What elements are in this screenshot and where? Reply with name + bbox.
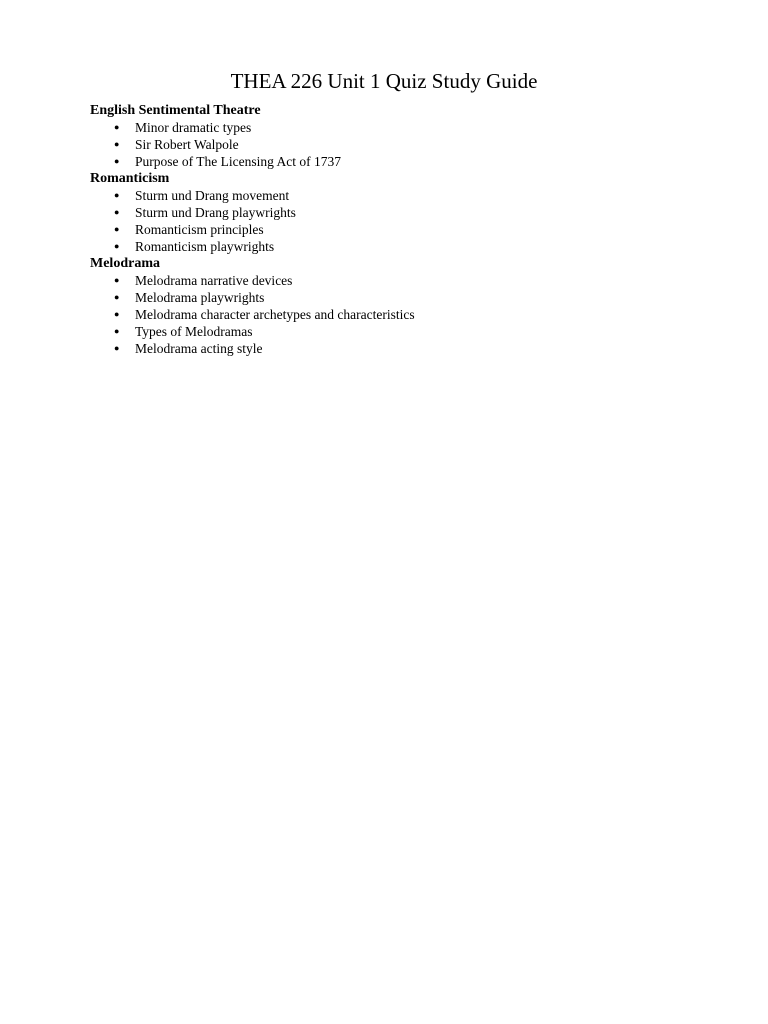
list-item	[90, 272, 710, 289]
list-item	[90, 323, 710, 340]
list-item-text: Romanticism playwrights	[135, 239, 275, 254]
study-guide-content	[90, 102, 710, 357]
section-melodrama	[90, 255, 710, 357]
list-item	[90, 136, 710, 153]
bullet-icon: ●	[114, 275, 120, 285]
document-title: THEA 226 Unit 1 Quiz Study Guide	[230, 69, 538, 93]
bullet-icon: ●	[114, 326, 120, 336]
bullet-icon: ●	[114, 139, 120, 149]
section-english-sentimental-theatre	[90, 102, 710, 170]
list-item-text: Sturm und Drang playwrights	[135, 205, 296, 220]
bullet-icon: ●	[114, 309, 120, 319]
list-item	[90, 238, 710, 255]
section-romanticism	[90, 170, 710, 255]
list-item	[90, 119, 710, 136]
list-item-text: Sturm und Drang movement	[135, 188, 290, 203]
list-item	[90, 187, 710, 204]
list-item	[90, 306, 710, 323]
section-heading: Melodrama	[90, 256, 160, 271]
list-item	[90, 289, 710, 306]
list-item-text: Melodrama acting style	[135, 341, 263, 356]
list-item-text: Minor dramatic types	[135, 120, 252, 135]
bullet-icon: ●	[114, 343, 120, 353]
bullet-list	[90, 119, 710, 170]
section-heading: Romanticism	[90, 171, 170, 186]
list-item-text: Melodrama narrative devices	[135, 273, 293, 288]
bullet-icon: ●	[114, 190, 120, 200]
section-heading: English Sentimental Theatre	[90, 103, 261, 118]
bullet-icon: ●	[114, 241, 120, 251]
bullet-icon: ●	[114, 156, 120, 166]
bullet-icon: ●	[114, 207, 120, 217]
list-item-text: Romanticism principles	[135, 222, 264, 237]
bullet-list	[90, 272, 710, 357]
list-item-text: Sir Robert Walpole	[135, 137, 239, 152]
list-item	[90, 340, 710, 357]
list-item-text: Purpose of The Licensing Act of 1737	[135, 154, 341, 169]
list-item	[90, 153, 710, 170]
bullet-icon: ●	[114, 122, 120, 132]
list-item-text: Melodrama playwrights	[135, 290, 265, 305]
list-item-text: Melodrama character archetypes and characteristics	[135, 307, 415, 322]
bullet-list	[90, 187, 710, 255]
list-item-text: Types of Melodramas	[135, 324, 253, 339]
list-item	[90, 204, 710, 221]
list-item	[90, 221, 710, 238]
bullet-icon: ●	[114, 292, 120, 302]
bullet-icon: ●	[114, 224, 120, 234]
